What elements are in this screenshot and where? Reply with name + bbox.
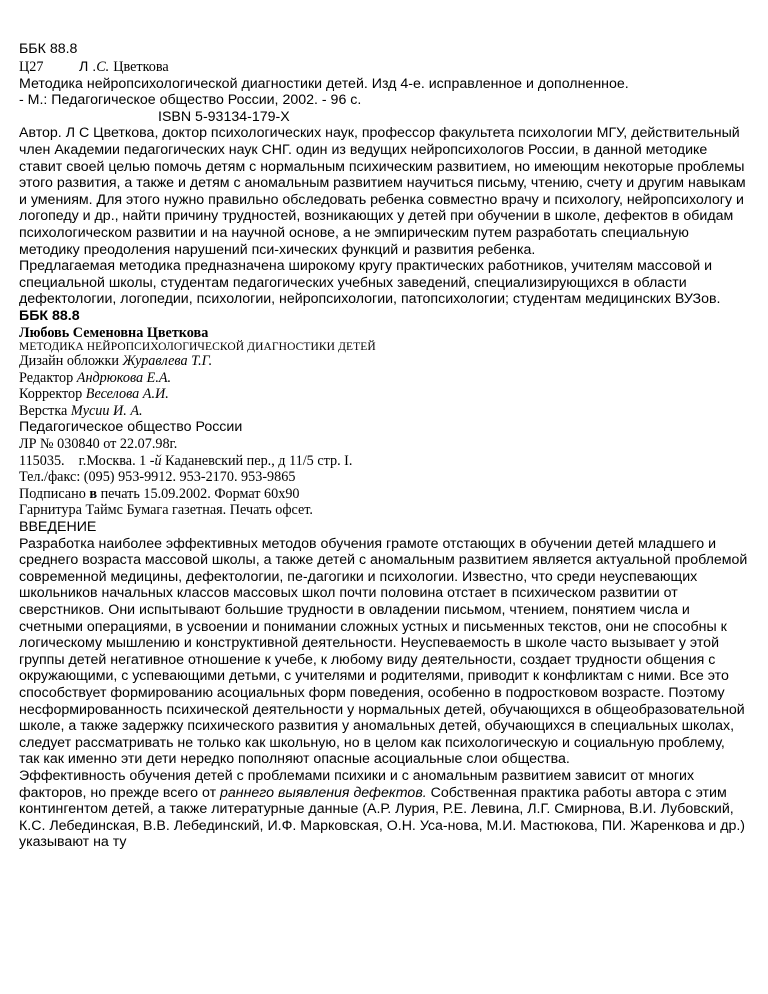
cover-design-name: Журавлева Т.Г. bbox=[122, 353, 213, 370]
audience-annotation: Предлагаемая методика предназначена широкому кругу практических работников, учителям массовой и специальной школы, студентам педагогических учебных заведений, специализирующихся в области дефектологии, логопедии, психологии, нейропсихологии, патопсихологии; студентам медицинских ВУЗов. bbox=[19, 258, 721, 308]
phone: Тел./факс: (095) 953-9912. 953-2170. 953-9865 bbox=[19, 469, 296, 486]
layout-label: Верстка bbox=[19, 402, 71, 419]
intro-paragraph-2 bbox=[19, 768, 749, 851]
imprint-bbk: ББК 88.8 bbox=[19, 307, 80, 324]
corrector-line bbox=[19, 386, 749, 403]
layout-name: Мусии И. А. bbox=[70, 402, 143, 419]
corrector-label: Корректор bbox=[19, 386, 86, 403]
intro-paragraph-2-start: Эффективность обучения детей с проблемами психики и с аномальным развитием зависит от многих факторов, но прежде всего от bbox=[19, 767, 695, 801]
font-paper: Гарнитура Таймс Бумага газетная. Печать офсет. bbox=[19, 502, 313, 519]
postal-code: 115035. bbox=[19, 452, 65, 469]
layout-line bbox=[19, 403, 749, 420]
catalog-author-line bbox=[19, 58, 749, 76]
cover-design-label: Дизайн обложки bbox=[19, 353, 123, 370]
editor-label: Редактор bbox=[19, 369, 77, 386]
author-initial-2: С. bbox=[96, 58, 110, 75]
publisher: Педагогическое общество России bbox=[19, 419, 243, 436]
signed-details: печать 15.09.2002. Формат 60х90 bbox=[97, 485, 300, 502]
editor-name: Андрюкова Е.А. bbox=[76, 369, 172, 386]
intro-paragraph-2-emphasis: раннего выявления дефектов. bbox=[220, 784, 427, 801]
city: г.Москва. 1 - bbox=[78, 452, 155, 469]
signed-label: Подписано bbox=[19, 485, 90, 502]
signed-to-print bbox=[19, 486, 749, 503]
intro-paragraph-2-end: Собственная практика работы автора с этим контингентом детей, а также литературные данные (А.Р. Лурия, Р.Е. Левина, Л.Г. Смирнова, В.И. Лубовский, К.С. Лебединская, В.В. Лебединский, И.Ф. Марковская, О.Н. Уса-нова, М.И. Мастюкова, ПИ. Жаренкова и др.) указывают на ту bbox=[19, 784, 746, 851]
license: ЛР № 030840 от 22.07.98г. bbox=[19, 436, 178, 453]
book-title-line-2: - М.: Педагогическое общество России, 2002. - 96 с. bbox=[19, 92, 362, 109]
signed-preposition: в bbox=[89, 485, 98, 502]
imprint-title: МЕТОДИКА НЕЙРОПСИХОЛОГИЧЕСКОЙ ДИАГНОСТИКИ ДЕТЕЙ bbox=[19, 341, 376, 354]
intro-paragraph-1: Разработка наиболее эффективных методов обучения грамоте отстающих в обучении детей младшего и среднего возраста массовой школы, а также детей с аномальным развитием является актуальной проблемой современной медицины, дефектологии, пе-дагогики и психологии. Известно, что среди неуспевающих школьников начальных классов массовых школ почти половина отстает в психическом развитии от сверстников. Они испытывают большие трудности в овладении письмом, чтением, понятием числа и счетными операциями, в усвоении и понимании сложных устных и письменных текстов, они не способны к логическому мышлению и конструктивной деятельности. Неуспеваемость в школе часто вызывает у этой группы детей негативное отношение к учебе, к любому виду деятельности, создает трудности общения с окружающими, с успевающими детьми, с учителями и родителями, приводит к конфликтам с ними. Все это способствует формированию асоциальных форм поведения, особенно в подростковом возрасте. Поэтому несформированность психической деятельности у нормальных детей, обучающихся в общеобразовательной школе, а также задержку психического развития у аномальных детей, обучающихся в специальных школах, следует рассматривать не только как школьную, но в целом как психологическую и социальную проблему, так как именно эти дети нередко пополняют опасные асоциальные слои общества. bbox=[19, 535, 748, 768]
document-page bbox=[19, 41, 749, 851]
corrector-name: Веселова А.И. bbox=[85, 386, 169, 403]
catalog-code: Ц27 bbox=[19, 58, 44, 75]
street: Каданевский пер., д 11/5 стр. I. bbox=[161, 452, 353, 469]
ordinal-suffix: й bbox=[154, 452, 162, 469]
author-initial: Л . bbox=[79, 58, 97, 75]
editor-line bbox=[19, 370, 749, 387]
author-annotation: Автор. Л С Цветкова, доктор психологических наук, профессор факультета психологии МГУ, действительный член Академии педагогических наук СНГ. один из ведущих нейропсихологов России, в данной методике ставит своей целью помочь детям с нормальным психическим развитием, но имеющим некоторые проблемы этого развития, а также и детям с аномальным развитием научиться письму, чтению, счету и другим навыкам и умениям. Для этого нужно правильно обследовать ребенка совместно врачу и психологу, нейропсихологу и логопеду и др., найти причину трудностей, возникающих у детей при обучении в школе, дефектов в обидам психологическом развитии и на научной основе, а не эмпирическим путем разработать специальную методику преодоления нарушений пси-хических функций и развития ребенка. bbox=[19, 125, 746, 258]
book-title-line-1: Методика нейропсихологической диагностики детей. Изд 4-е. исправленное и дополненное. bbox=[19, 75, 629, 92]
address bbox=[19, 453, 749, 470]
isbn: ISBN 5-93134-179-X bbox=[158, 108, 290, 125]
bbk-code: ББК 88.8 bbox=[19, 41, 78, 57]
intro-heading: ВВЕДЕНИЕ bbox=[19, 519, 97, 536]
imprint-author: Любовь Семеновна Цветкова bbox=[19, 324, 209, 341]
author-surname: Цветкова bbox=[113, 58, 169, 75]
cover-design-line bbox=[19, 353, 749, 370]
